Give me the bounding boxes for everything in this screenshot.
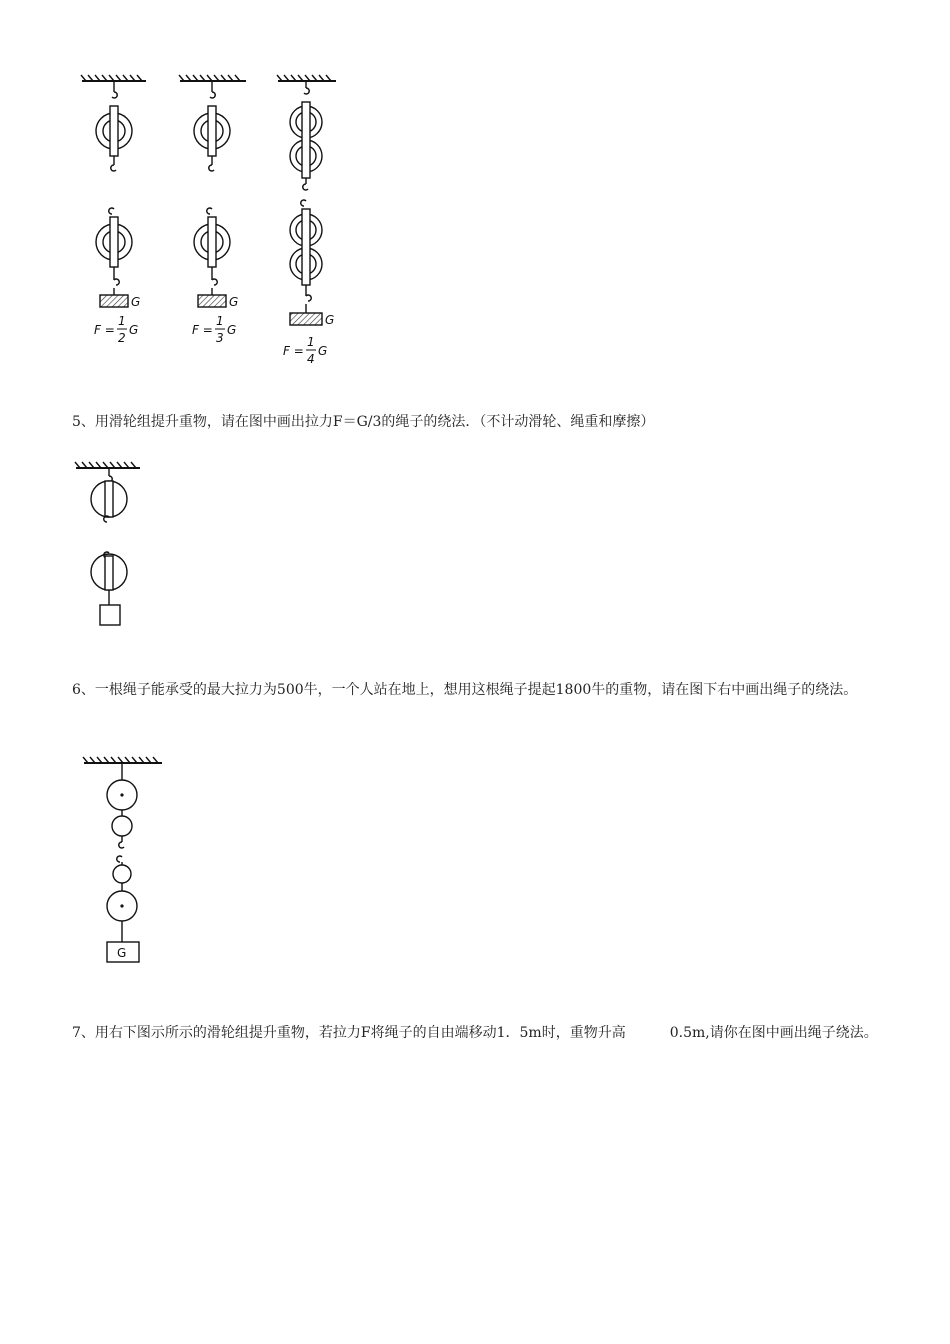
force-formula-prefix: F = xyxy=(283,344,304,358)
weight-label: G xyxy=(325,313,335,327)
q5-pulley-figure xyxy=(75,462,140,625)
question-6 xyxy=(72,677,884,703)
fraction-numerator: 1 xyxy=(118,314,126,328)
force-formula-suffix: G xyxy=(227,323,237,337)
question-7-text-b: 0.5m,请你在图中画出绳子绕法。 xyxy=(669,1025,878,1041)
fraction-denominator: 4 xyxy=(307,352,315,366)
pulley-system-half xyxy=(81,75,146,307)
fraction-denominator: 2 xyxy=(118,331,126,345)
weight-label: G xyxy=(229,295,239,309)
weight-label: G xyxy=(117,946,127,960)
q6-pulley-figure xyxy=(83,757,162,962)
question-5-text: 5、用滑轮组提升重物，请在图中画出拉力F＝G/3的绳子的绕法．（不计动滑轮、绳重和摩擦） xyxy=(72,414,655,430)
pulley-system-quarter xyxy=(277,75,336,325)
fraction-denominator: 3 xyxy=(216,331,224,345)
force-formula-prefix: F = xyxy=(94,323,115,337)
question-7-text-a: 7、用右下图示所示的滑轮组提升重物，若拉力F将绳子的自由端移动1．5m时，重物升高 xyxy=(72,1025,626,1041)
force-formula-prefix: F = xyxy=(192,323,213,337)
question-6-text: 6、一根绳子能承受的最大拉力为500牛，一个人站在地上，想用这根绳子提起1800牛的重物，请在图下右中画出绳子的绕法。 xyxy=(72,682,858,698)
question-7 xyxy=(72,1020,884,1046)
fraction-numerator: 1 xyxy=(307,335,315,349)
fraction-numerator: 1 xyxy=(216,314,224,328)
force-formula-suffix: G xyxy=(318,344,328,358)
question-5 xyxy=(72,409,884,435)
force-formula-suffix: G xyxy=(129,323,139,337)
pulley-system-third xyxy=(179,75,246,307)
weight-label: G xyxy=(131,295,141,309)
